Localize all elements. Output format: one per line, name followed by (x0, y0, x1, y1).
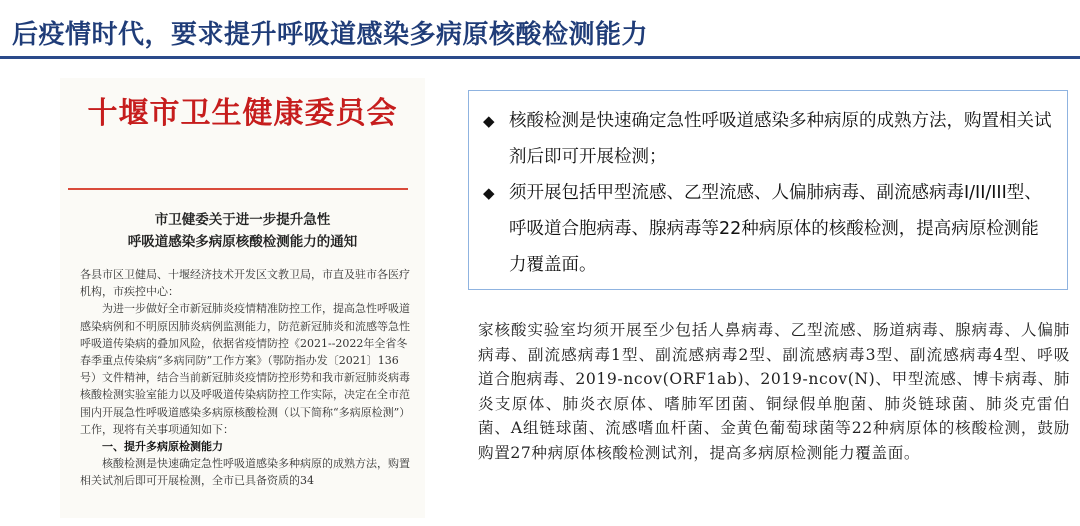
summary-bullet (483, 175, 1053, 283)
summary-bullet-text: 须开展包括甲型流感、乙型流感、人偏肺病毒、副流感病毒I/II/III型、呼吸道合胞病毒、腺病毒等22种病原体的核酸检测，提高病原检测能力覆盖面。 (509, 183, 1042, 275)
document-addressee: 各县市区卫健局、十堰经济技术开发区文教卫局，市直及驻市各医疗机构，市疾控中心： (80, 268, 410, 299)
document-paragraph: 为进一步做好全市新冠肺炎疫情精准防控工作，提高急性呼吸道感染病例和不明原因肺炎病例监测能力，防范新冠肺炎和流感等急性呼吸道传染病的叠加风险，依据省疫情防控《2021--2022年全省冬春季重点传染病“多病同防”工作方案》（鄂防指办发〔2021〕136号）文件精神，结合当前新冠肺炎疫情防控形势和我市新冠肺炎病毒核酸检测实验室能力以及呼吸道传染病防控工作实际，决定在全市范围内开展急性呼吸道感染多病原核酸检测（以下简称“多病原检测”）工作，现将有关事项通知如下： (80, 302, 410, 436)
document-red-line (68, 188, 408, 190)
document-scan (60, 78, 425, 518)
document-section-text: 核酸检测是快速确定急性呼吸道感染多种病原的成熟方法，购置相关试剂后即可开展检测，全市已具备资质的34 (80, 457, 410, 488)
document-heading-line1: 市卫健委关于进一步提升急性 (154, 212, 331, 228)
document-body (80, 266, 410, 490)
document-heading-line2: 呼吸道感染多病原核酸检测能力的通知 (127, 234, 358, 250)
summary-bullet-text: 核酸检测是快速确定急性呼吸道感染多种病原的成熟方法，购置相关试剂后即可开展检测； (509, 111, 1052, 167)
summary-bullet (483, 103, 1053, 175)
document-section-title: 一、提升多病原检测能力 (102, 440, 223, 454)
slide-title: 后疫情时代，要求提升呼吸道感染多病原核酸检测能力 (12, 20, 649, 50)
title-underline (0, 56, 1080, 59)
document-excerpt: 家核酸实验室均须开展至少包括人鼻病毒、乙型流感、肠道病毒、腺病毒、人偏肺病毒、副流感病毒1型、副流感病毒2型、副流感病毒3型、副流感病毒4型、呼吸道合胞病毒、2019-ncov(ORF1ab)、2019-ncov(N)、甲型流感、博卡病毒、肺炎支原体、肺炎衣原体、嗜肺军团菌、铜绿假单胞菌、肺炎链球菌、肺炎克雷伯菌、A组链球菌、流感嗜血杆菌、金黄色葡萄球菌等22种病原体的核酸检测，鼓励购置27种病原体核酸检测试剂，提高多病原检测能力覆盖面。 (478, 321, 1070, 462)
summary-box (468, 90, 1068, 290)
diamond-bullet-icon: ◆ (483, 112, 495, 130)
document-issuer: 十堰市卫生健康委员会 (87, 96, 398, 131)
diamond-bullet-icon: ◆ (483, 184, 495, 202)
